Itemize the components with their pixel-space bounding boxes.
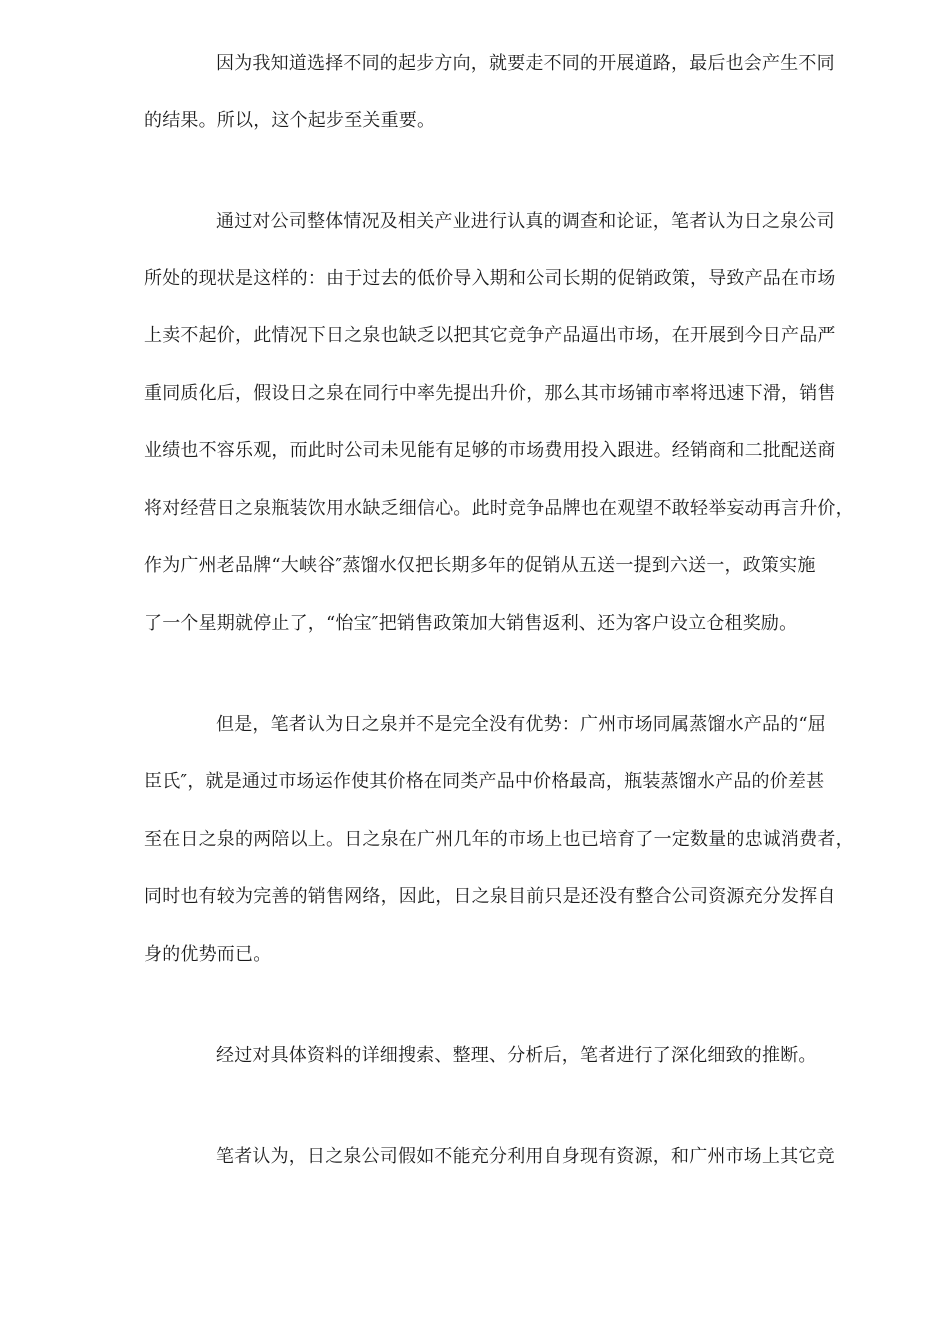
text-line: 重同质化后，假设日之泉在同行中率先提出升价，那么其市场铺市率将迅速下滑，销售 (144, 383, 836, 404)
text-line: 同时也有较为完善的销售网络，因此，日之泉目前只是还没有整合公司资源充分发挥自 (144, 886, 836, 907)
text-line: 上卖不起价，此情况下日之泉也缺乏以把其它竞争产品逼出市场，在开展到今日产品严 (144, 325, 836, 346)
text-line: 身的优势而已。 (144, 944, 272, 965)
text-line: 将对经营日之泉瓶装饮用水缺乏细信心。此时竞争品牌也在观望不敢轻举妄动再言升价， (144, 498, 854, 519)
text-line: 因为我知道选择不同的起步方向，就要走不同的开展道路，最后也会产生不同 (216, 53, 835, 74)
text-line: 作为广州老品牌“大峡谷″蒸馏水仅把长期多年的促销从五送一提到六送一，政策实施 (144, 555, 816, 576)
text-line: 臣氏″，就是通过市场运作使其价格在同类产品中价格最高，瓶装蒸馏水产品的价差甚 (144, 771, 825, 792)
text-line: 但是，笔者认为日之泉并不是完全没有优势：广州市场同属蒸馏水产品的“屈 (216, 714, 826, 735)
text-line: 通过对公司整体情况及相关产业进行认真的调查和论证，笔者认为日之泉公司 (216, 211, 835, 232)
text-line: 所处的现状是这样的：由于过去的低价导入期和公司长期的促销政策，导致产品在市场 (144, 268, 836, 289)
text-line: 了一个星期就停止了，“怡宝″把销售政策加大销售返利、还为客户设立仓租奖励。 (144, 613, 798, 634)
text-line: 至在日之泉的两陪以上。日之泉在广州几年的市场上也已培育了一定数量的忠诚消费者， (144, 829, 854, 850)
text-line: 经过对具体资料的详细搜索、整理、分析后，笔者进行了深化细致的推断。 (216, 1045, 817, 1066)
text-line: 的结果。所以，这个起步至关重要。 (144, 110, 436, 131)
text-line: 业绩也不容乐观，而此时公司未见能有足够的市场费用投入跟进。经销商和二批配送商 (144, 440, 836, 461)
text-line: 笔者认为，日之泉公司假如不能充分利用自身现有资源，和广州市场上其它竞 (216, 1146, 835, 1167)
